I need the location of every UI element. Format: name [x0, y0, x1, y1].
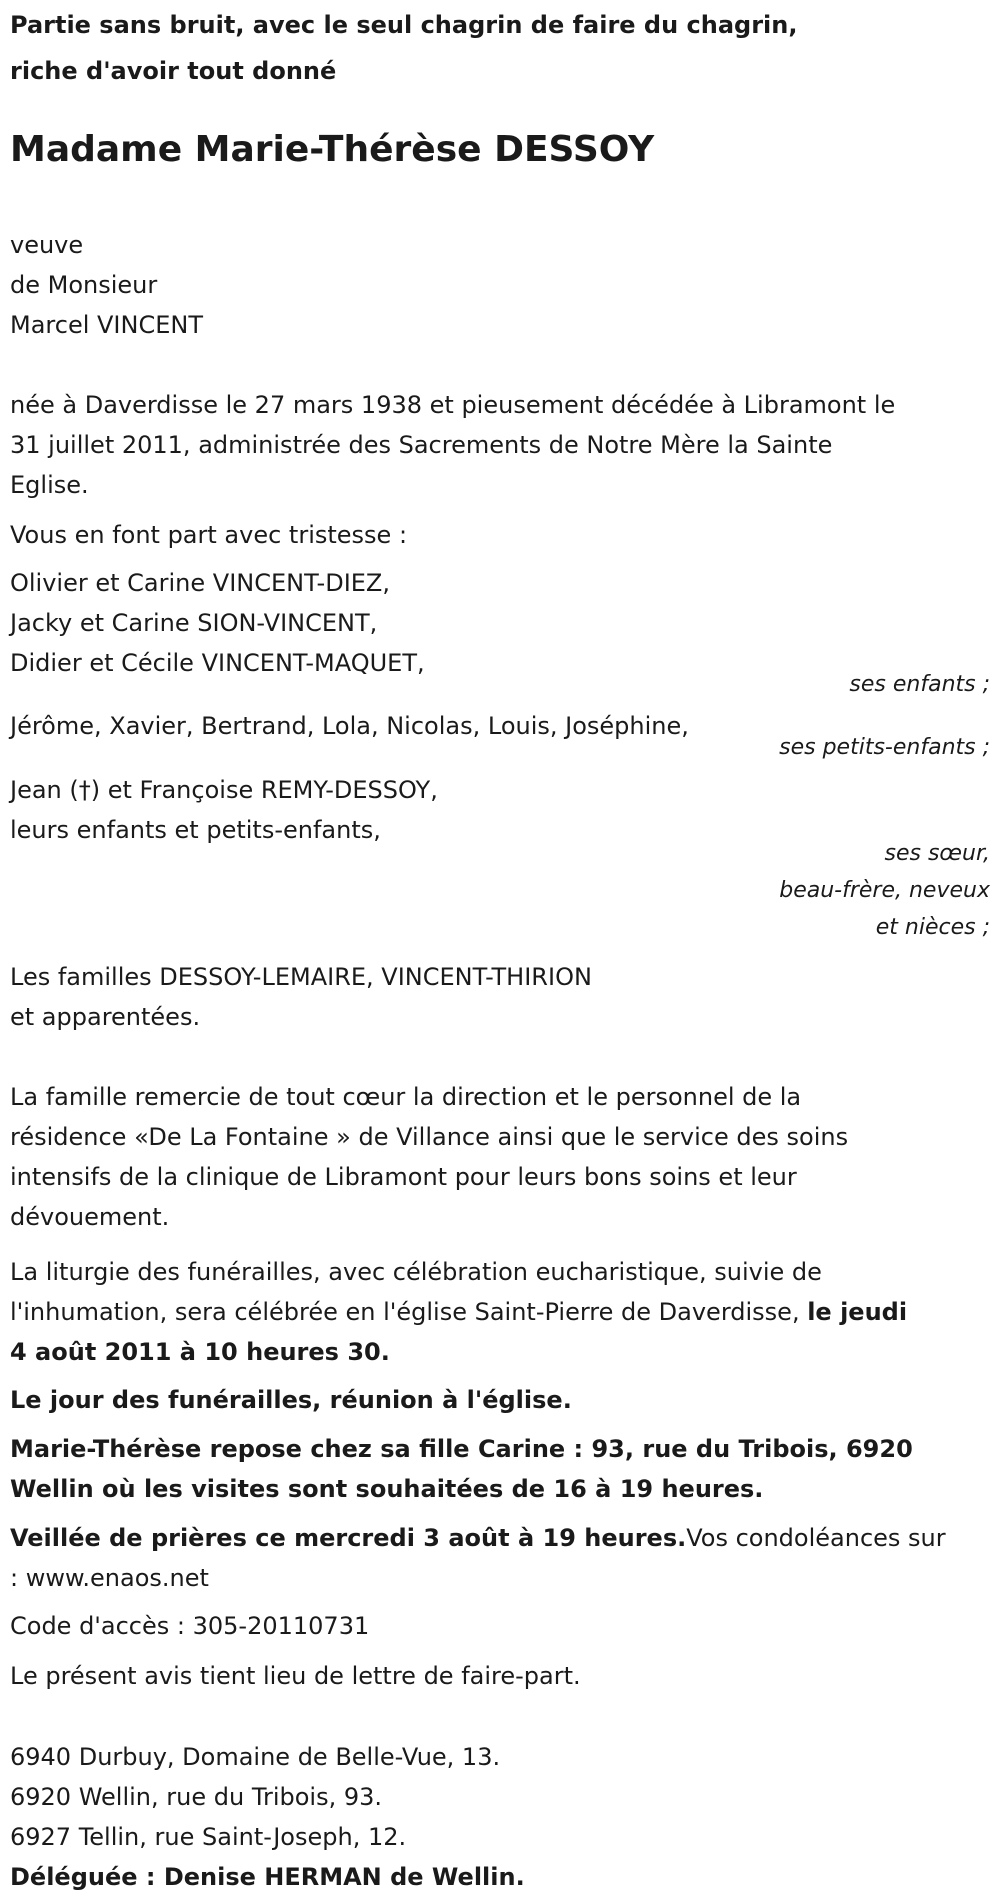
thanks-line: résidence «De La Fontaine » de Villance ainsi que le service des soins — [10, 1123, 849, 1151]
liturgy-line: La liturgie des funérailles, avec célébration eucharistique, suivie de — [10, 1258, 822, 1286]
liturgy-block — [10, 1252, 990, 1372]
rest-line: Marie-Thérèse repose chez sa fille Carine : 93, rue du Tribois, 6920 — [10, 1435, 913, 1463]
rest-line: Wellin où les visites sont souhaitées de 16 à 19 heures. — [10, 1475, 764, 1503]
widow-block — [10, 225, 990, 345]
deceased-name: Madame Marie-Thérèse DESSOY — [10, 129, 655, 170]
widow-line: de Monsieur — [10, 271, 158, 299]
announcement-text: Vous en font part avec tristesse : — [10, 521, 408, 549]
child-couple: Didier et Cécile VINCENT-MAQUET, — [10, 649, 425, 677]
address-line: 6920 Wellin, rue du Tribois, 93. — [10, 1783, 382, 1811]
thanks-line: La famille remercie de tout cœur la direction et le personnel de la — [10, 1083, 802, 1111]
children-role: ses enfants ; — [849, 672, 990, 697]
vigil-block — [10, 1518, 990, 1598]
notice-block — [10, 1656, 990, 1696]
siblings-role-line: et nièces ; — [875, 915, 990, 940]
grandchildren-names: Jérôme, Xavier, Bertrand, Lola, Nicolas, Louis, Joséphine, — [10, 712, 689, 740]
vigil-time: Veillée de prières ce mercredi 3 août à 19 heures. — [10, 1524, 687, 1552]
birth-death-block — [10, 385, 990, 505]
siblings-role-line: ses sœur, — [884, 841, 990, 866]
delegate: Déléguée : Denise HERMAN de Wellin. — [10, 1863, 525, 1891]
liturgy-day: le jeudi — [807, 1298, 908, 1326]
children-block — [10, 563, 990, 683]
sibling-line: leurs enfants et petits-enfants, — [10, 816, 381, 844]
families-block — [10, 957, 990, 1037]
epigraph-line: Partie sans bruit, avec le seul chagrin de faire du chagrin, — [10, 11, 798, 39]
condolences-website: : www.enaos.net — [10, 1564, 209, 1592]
rest-block — [10, 1429, 990, 1509]
vigil-line — [10, 1518, 990, 1558]
birth-line: Eglise. — [10, 471, 89, 499]
families-line: et apparentées. — [10, 1003, 201, 1031]
thanks-block — [10, 1077, 990, 1237]
widow-line: Marcel VINCENT — [10, 311, 203, 339]
meeting-text: Le jour des funérailles, réunion à l'église. — [10, 1386, 572, 1414]
announcement — [10, 515, 990, 555]
notice-text: Le présent avis tient lieu de lettre de faire-part. — [10, 1662, 581, 1690]
liturgy-date: 4 août 2011 à 10 heures 30. — [10, 1338, 390, 1366]
liturgy-line — [10, 1292, 990, 1332]
sibling-line: Jean (†) et Françoise REMY-DESSOY, — [10, 776, 438, 804]
siblings-role — [10, 835, 990, 946]
access-code-block — [10, 1606, 990, 1646]
child-couple: Jacky et Carine SION-VINCENT, — [10, 609, 378, 637]
grandchildren-role: ses petits-enfants ; — [779, 735, 990, 760]
addresses-block — [10, 1737, 990, 1897]
siblings-role-line: beau-frère, neveux — [779, 878, 990, 903]
epigraph — [10, 2, 798, 94]
thanks-line: dévouement. — [10, 1203, 170, 1231]
liturgy-location: l'inhumation, sera célébrée en l'église Saint-Pierre de Daverdisse, — [10, 1298, 808, 1326]
address-line: 6940 Durbuy, Domaine de Belle-Vue, 13. — [10, 1743, 501, 1771]
epigraph-line: riche d'avoir tout donné — [10, 57, 337, 85]
birth-line: 31 juillet 2011, administrée des Sacrements de Notre Mère la Sainte — [10, 431, 833, 459]
families-line: Les familles DESSOY-LEMAIRE, VINCENT-THIRION — [10, 963, 592, 991]
child-couple: Olivier et Carine VINCENT-DIEZ, — [10, 569, 391, 597]
access-code: Code d'accès : 305-20110731 — [10, 1612, 370, 1640]
meeting-block — [10, 1380, 990, 1420]
widow-line: veuve — [10, 231, 84, 259]
birth-line: née à Daverdisse le 27 mars 1938 et pieusement décédée à Libramont le — [10, 391, 896, 419]
condolences-label: Vos condoléances sur — [686, 1524, 946, 1552]
thanks-line: intensifs de la clinique de Libramont pour leurs bons soins et leur — [10, 1163, 797, 1191]
address-line: 6927 Tellin, rue Saint-Joseph, 12. — [10, 1823, 407, 1851]
